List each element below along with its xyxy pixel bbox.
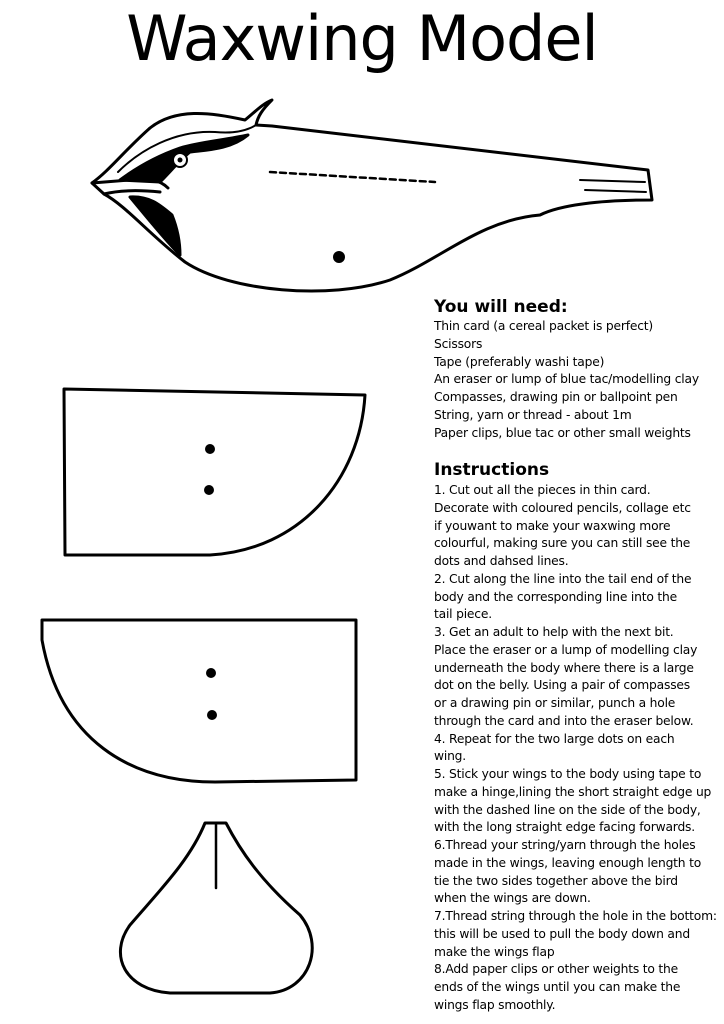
instruction-line: colourful, making sure you can still see the bbox=[434, 536, 691, 551]
needs-item: Thin card (a cereal packet is perfect) bbox=[434, 319, 653, 333]
instruction-line: ends of the wings until you can make the bbox=[434, 980, 681, 994]
instruction-line: dots and dahsed lines. bbox=[434, 554, 569, 568]
instruction-line: make a hinge,lining the short straight edge up bbox=[434, 784, 712, 799]
instruction-line: through the card and into the eraser below. bbox=[434, 713, 694, 728]
instruction-line: body and the corresponding line into the bbox=[434, 589, 677, 604]
instruction-line: wing. bbox=[434, 749, 466, 764]
page-title: Waxwing Model bbox=[126, 2, 598, 75]
instruction-line: with the dashed line on the side of the body, bbox=[434, 802, 701, 817]
instruction-line: dot on the belly. Using a pair of compasses bbox=[434, 678, 690, 693]
instruction-line: when the wings are down. bbox=[434, 891, 591, 906]
needs-heading: You will need: bbox=[434, 297, 568, 317]
instruction-line: 6.Thread your string/yarn through the holes bbox=[434, 838, 696, 852]
needs-item: Compasses, drawing pin or ballpoint pen bbox=[434, 390, 678, 404]
instructions-heading: Instructions bbox=[434, 460, 550, 480]
bird-body-piece bbox=[92, 100, 652, 291]
needs-item: Paper clips, blue tac or other small weights bbox=[434, 425, 691, 440]
needs-item: Tape (preferably washi tape) bbox=[434, 354, 605, 369]
wing-piece bbox=[64, 389, 365, 555]
instruction-line: wings flap smoothly. bbox=[434, 997, 556, 1012]
instruction-line: or a drawing pin or similar, punch a hole bbox=[434, 696, 676, 710]
tail-piece bbox=[120, 823, 312, 993]
instruction-line: Decorate with coloured pencils, collage etc bbox=[434, 500, 691, 515]
instructions-list bbox=[434, 482, 717, 1015]
wing-piece bbox=[42, 620, 356, 782]
instruction-line: 1. Cut out all the pieces in thin card. bbox=[434, 483, 651, 497]
instruction-line: 3. Get an adult to help with the next bit. bbox=[434, 625, 674, 639]
needs-list bbox=[434, 318, 699, 442]
instruction-line: with the long straight edge facing forwards. bbox=[434, 820, 695, 835]
instruction-line: 2. Cut along the line into the tail end of the bbox=[434, 571, 692, 586]
instruction-line: 4. Repeat for the two large dots on each bbox=[434, 731, 675, 746]
instruction-line: if youwant to make your waxwing more bbox=[434, 518, 671, 533]
instruction-line: underneath the body where there is a large bbox=[434, 660, 694, 675]
instruction-line: this will be used to pull the body down and bbox=[434, 926, 690, 941]
instruction-line: made in the wings, leaving enough length to bbox=[434, 855, 702, 870]
needs-item: Scissors bbox=[434, 336, 483, 351]
instruction-line: make the wings flap bbox=[434, 944, 555, 959]
instruction-line: Place the eraser or a lump of modelling clay bbox=[434, 642, 698, 657]
instruction-line: tie the two sides together above the bird bbox=[434, 873, 678, 888]
instruction-line: tail piece. bbox=[434, 607, 492, 622]
instruction-line: 5. Stick your wings to the body using tape to bbox=[434, 767, 702, 781]
needs-item: String, yarn or thread - about 1m bbox=[434, 407, 632, 422]
needs-item: An eraser or lump of blue tac/modelling clay bbox=[434, 372, 699, 387]
instruction-line: 7.Thread string through the hole in the bottom: bbox=[434, 909, 717, 923]
instruction-line: 8.Add paper clips or other weights to the bbox=[434, 962, 679, 977]
